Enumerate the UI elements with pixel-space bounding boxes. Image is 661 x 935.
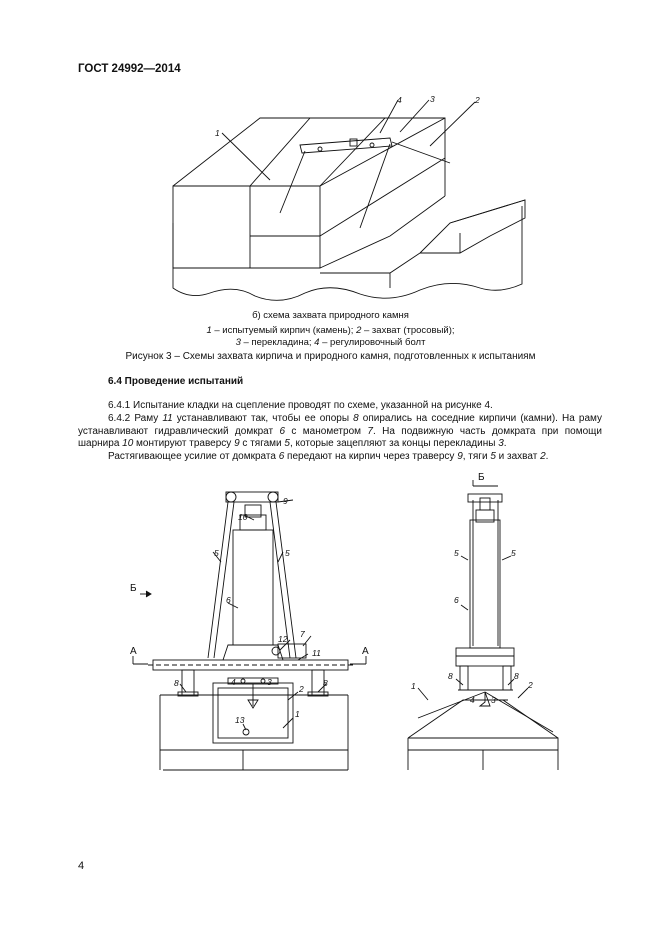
legend-text: – перекладина;: [240, 337, 315, 348]
paragraph-6-4-2: 6.4.2 Раму 11 устанавливают так, чтобы ее опоры 8 опирались на соседние кирпичи (камни). На раму устанавливают гидравлический домкрат 6 с манометром 7. На подвижную часть домкрата при помощи шарнира 10 монтируют траверсу 9 с тягами 5, которые зацепляют за концы перекладины 3.: [78, 413, 602, 450]
legend-text: – испытуемый кирпич (камень);: [211, 325, 357, 336]
label-2-side: 2: [528, 680, 533, 690]
stone-grip-diagram: [160, 88, 530, 308]
label-8-side-right: 8: [514, 671, 519, 681]
section-heading: 6.4 Проведение испытаний: [108, 376, 244, 387]
label-12: 12: [278, 634, 288, 644]
label-8-side-left: 8: [448, 671, 453, 681]
legend-num: 4: [314, 337, 320, 348]
document-header: ГОСТ 24992—2014: [78, 63, 181, 75]
label-8-left: 8: [174, 678, 179, 688]
section-mark-a-right: А: [362, 646, 369, 657]
legend-num: 2: [356, 325, 362, 336]
label-1: 1: [295, 709, 300, 719]
figure-legend-line2: [0, 337, 661, 348]
paragraph-force-transfer: Растягивающее усилие от домкрата 6 передают на кирпич через траверсу 9, тяги 5 и захват 2.: [108, 451, 549, 462]
label-5-side-right: 5: [511, 548, 516, 558]
legend-num: 1: [206, 325, 212, 336]
section-mark-a-left: А: [130, 646, 137, 657]
label-6: 6: [226, 595, 231, 605]
label-4-side: 4: [470, 695, 475, 705]
fig-top-label-1: 1: [215, 128, 220, 138]
legend-text: – захват (тросовый);: [361, 325, 455, 336]
fig-top-label-2: 2: [475, 95, 480, 105]
label-9: 9: [283, 496, 288, 506]
label-10: 10: [238, 512, 248, 522]
label-5-right: 5: [285, 548, 290, 558]
figure-caption: Рисунок 3 – Схемы захвата кирпича и природного камня, подготовленных к испытаниям: [125, 351, 536, 362]
fig-top-label-4: 4: [397, 95, 402, 105]
label-5-left: 5: [214, 548, 219, 558]
section-mark-b-left: Б: [130, 583, 137, 594]
page-number: 4: [78, 860, 85, 872]
figure-legend-line1: [0, 325, 661, 336]
paragraph-6-4-1: 6.4.1 Испытание кладки на сцепление проводят по схеме, указанной на рисунке 4.: [108, 400, 493, 411]
section-mark-b-top: Б: [478, 472, 485, 483]
label-11: 11: [312, 648, 321, 658]
label-1-side: 1: [411, 681, 416, 691]
figure-subcaption: б) схема захвата природного камня: [252, 310, 409, 321]
label-8-right: 8: [323, 678, 328, 688]
legend-text: – регулировочный болт: [319, 337, 426, 348]
label-4: 4: [231, 677, 236, 687]
label-7: 7: [300, 629, 305, 639]
label-5-side-left: 5: [454, 548, 459, 558]
label-6-side: 6: [454, 595, 459, 605]
test-setup-diagram: [118, 470, 578, 780]
label-2: 2: [299, 684, 304, 694]
fig-top-label-3: 3: [430, 94, 435, 104]
label-3-side: 3: [491, 695, 496, 705]
label-13: 13: [235, 715, 245, 725]
label-3: 3: [267, 677, 272, 687]
legend-num: 3: [235, 337, 241, 348]
